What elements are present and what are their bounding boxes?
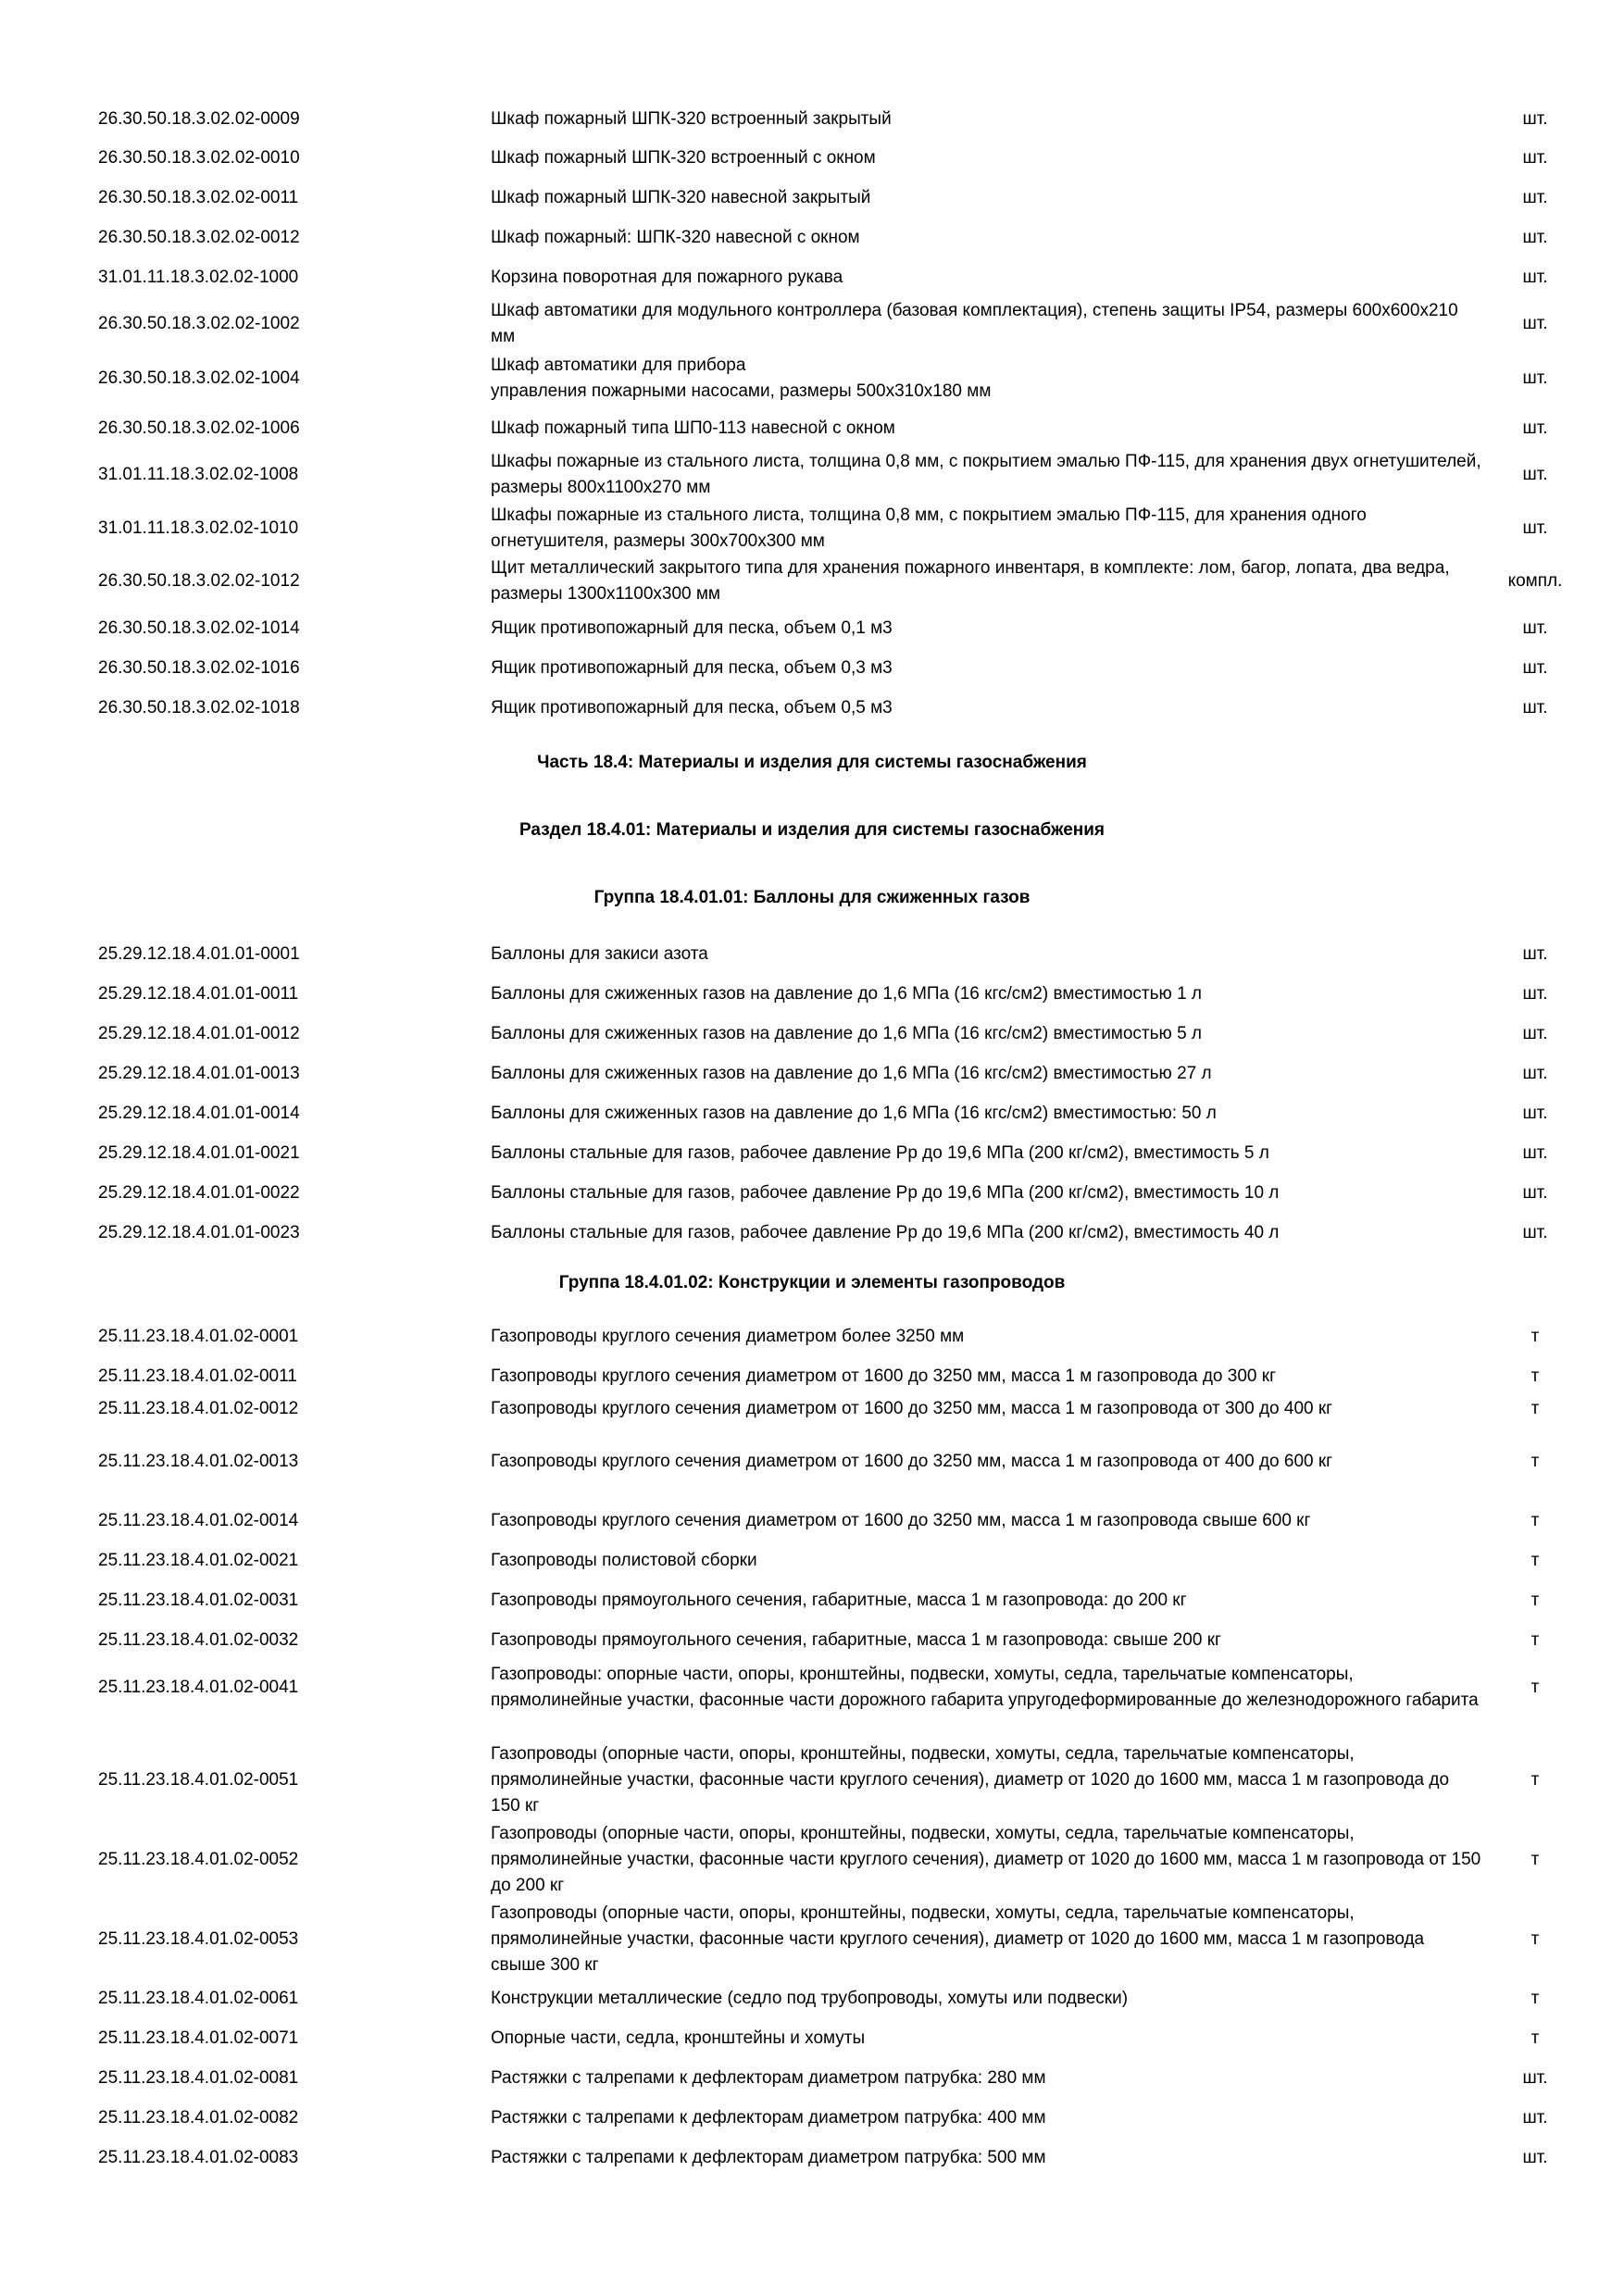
row-name: Баллоны для сжиженных газов на давление до 1,6 МПа (16 кгс/см2) вместимостью: 50 л [491, 1104, 1217, 1123]
row-unit: шт. [1522, 465, 1548, 484]
row-name: Шкафы пожарные из стального листа, толщина 0,8 мм, с покрытием эмалью ПФ-115, для хранения одного огнетушителя, размеры 300х700х300 мм [491, 505, 1367, 551]
row-name: Баллоны для сжиженных газов на давление до 1,6 МПа (16 кгс/см2) вместимостью 5 л [491, 1024, 1202, 1043]
row-unit: т [1530, 1511, 1540, 1530]
row-unit: шт. [1522, 1223, 1548, 1242]
row-name: Шкаф пожарный ШПК-320 навесной закрытый [491, 188, 871, 207]
row-name: Газопроводы (опорные части, опоры, кронштейны, подвески, хомуты, седла, тарельчатые компенсаторы, прямолинейные участки, фасонные части круглого сечения), диаметр от 1020 до 1600 мм, масса 1 м газопровода свыше 300 кг [491, 1903, 1425, 1975]
table-row [98, 1180, 1580, 1206]
row-unit: шт. [1522, 2068, 1548, 2088]
table-row [98, 1449, 1580, 1475]
row-code: 25.29.12.18.4.01.01-0001 [98, 944, 300, 964]
row-name: Баллоны для сжиженных газов на давление до 1,6 МПа (16 кгс/см2) вместимостью 1 л [491, 984, 1202, 1004]
row-code: 25.11.23.18.4.01.02-0071 [98, 2028, 299, 2048]
row-unit: шт. [1522, 698, 1548, 718]
row-name: Газопроводы прямоугольного сечения, габаритные, масса 1 м газопровода: до 200 кг [491, 1591, 1187, 1610]
row-name: Газопроводы круглого сечения диаметром более 3250 мм [491, 1327, 965, 1346]
table-row [98, 416, 1580, 442]
table-row [98, 942, 1580, 967]
table-row [98, 1548, 1580, 1574]
row-unit: т [1530, 1989, 1540, 2008]
row-code: 26.30.50.18.3.02.02-0010 [98, 148, 300, 168]
table-row [98, 106, 1580, 132]
table-row [98, 1662, 1580, 1714]
row-name: Газопроводы круглого сечения диаметром от 1600 до 3250 мм, масса 1 м газопровода до 300 кг [491, 1366, 1277, 1386]
row-unit: т [1530, 1551, 1540, 1570]
row-code: 26.30.50.18.3.02.02-1014 [98, 618, 300, 638]
table-row [98, 1396, 1580, 1422]
row-name: Газопроводы полистовой сборки [491, 1551, 757, 1570]
row-name: Конструкции металлические (седло под трубопроводы, хомуты или подвески) [491, 1989, 1129, 2008]
table-row [98, 1101, 1580, 1127]
row-name: Газопроводы (опорные части, опоры, кронштейны, подвески, хомуты, седла, тарельчатые компенсаторы, прямолинейные участки, фасонные части круглого сечения), диаметр от 1020 до 1600 мм, масса 1 м газопровода до 150 кг [491, 1744, 1450, 1816]
row-name: Растяжки с талрепами к дефлекторам диаметром патрубка: 280 мм [491, 2068, 1046, 2088]
row-unit: т [1530, 1327, 1540, 1346]
table-row [98, 1220, 1580, 1246]
row-name: Баллоны для сжиженных газов на давление до 1,6 МПа (16 кгс/см2) вместимостью 27 л [491, 1064, 1212, 1083]
row-code: 25.11.23.18.4.01.02-0021 [98, 1551, 299, 1570]
row-name: Опорные части, седла, кронштейны и хомуты [491, 2028, 866, 2048]
row-unit: шт. [1522, 658, 1548, 678]
table-row [98, 2105, 1580, 2131]
row-name: Шкафы пожарные из стального листа, толщина 0,8 мм, с покрытием эмалью ПФ-115, для хранения двух огнетушителей, размеры 800х1100х270 мм [491, 452, 1481, 497]
row-code: 25.11.23.18.4.01.02-0052 [98, 1850, 299, 1869]
row-code: 26.30.50.18.3.02.02-1018 [98, 698, 300, 718]
table-row [98, 2065, 1580, 2091]
row-name: Шкаф пожарный типа ШП0-113 навесной с окном [491, 418, 895, 438]
table-row [98, 145, 1580, 171]
row-code: 25.11.23.18.4.01.02-0014 [98, 1511, 299, 1530]
table-row [98, 695, 1580, 721]
row-code: 31.01.11.18.3.02.02-1000 [98, 268, 299, 287]
table-row [98, 1364, 1580, 1390]
row-unit: шт. [1522, 1183, 1548, 1203]
row-code: 25.11.23.18.4.01.02-0051 [98, 1770, 299, 1790]
table-row [98, 298, 1580, 350]
row-unit: т [1530, 1630, 1540, 1650]
row-code: 25.11.23.18.4.01.02-0012 [98, 1399, 299, 1418]
row-unit: шт. [1522, 518, 1548, 538]
table-row [98, 1588, 1580, 1614]
section-heading: Раздел 18.4.01: Материалы и изделия для системы газоснабжения [518, 820, 1106, 840]
row-name: Газопроводы: опорные части, опоры, кронштейны, подвески, хомуты, седла, тарельчатые компенсаторы, прямолинейные участки, фасонные части дорожного габарита упругодеформированные до железнодорожного габарита [491, 1665, 1479, 1710]
row-unit: шт. [1522, 368, 1548, 388]
row-name: Ящик противопожарный для песка, объем 0,5 м3 [491, 698, 893, 718]
row-code: 26.30.50.18.3.02.02-1016 [98, 658, 300, 678]
row-unit: шт. [1522, 109, 1548, 129]
row-code: 25.29.12.18.4.01.01-0021 [98, 1143, 300, 1163]
row-code: 25.29.12.18.4.01.01-0013 [98, 1064, 300, 1083]
table-row [98, 981, 1580, 1007]
table-row [98, 503, 1580, 555]
row-unit: шт. [1522, 944, 1548, 964]
row-code: 25.29.12.18.4.01.01-0023 [98, 1223, 300, 1242]
row-name: Баллоны стальные для газов, рабочее давление Рр до 19,6 МПа (200 кг/см2), вместимость 40 л [491, 1223, 1280, 1242]
row-code: 26.30.50.18.3.02.02-1006 [98, 418, 300, 438]
row-unit: т [1530, 1591, 1540, 1610]
table-row [98, 1821, 1580, 1899]
group-heading: Группа 18.4.01.02: Конструкции и элементы газопроводов [558, 1273, 1066, 1292]
row-code: 25.11.23.18.4.01.02-0031 [98, 1591, 299, 1610]
part-heading: Часть 18.4: Материалы и изделия для системы газоснабжения [537, 753, 1087, 772]
row-code: 25.29.12.18.4.01.01-0014 [98, 1104, 300, 1123]
table-row [98, 2145, 1580, 2171]
row-name: Растяжки с талрепами к дефлекторам диаметром патрубка: 400 мм [491, 2108, 1046, 2128]
table-row [98, 1021, 1580, 1047]
group-heading: Группа 18.4.01.01: Баллоны для сжиженных газов [593, 888, 1031, 907]
row-unit: т [1530, 2028, 1540, 2048]
row-code: 26.30.50.18.3.02.02-0012 [98, 228, 300, 247]
row-code: 25.29.12.18.4.01.01-0012 [98, 1024, 300, 1043]
row-unit: шт. [1522, 1104, 1548, 1123]
row-code: 26.30.50.18.3.02.02-0009 [98, 109, 300, 129]
table-row [98, 185, 1580, 211]
row-code: 25.11.23.18.4.01.02-0081 [98, 2068, 299, 2088]
row-code: 25.11.23.18.4.01.02-0061 [98, 1989, 299, 2008]
row-unit: т [1530, 1366, 1540, 1386]
row-name: Газопроводы прямоугольного сечения, габаритные, масса 1 м газопровода: свыше 200 кг [491, 1630, 1221, 1650]
row-unit: т [1530, 1452, 1540, 1471]
table-row [98, 1628, 1580, 1653]
row-unit: шт. [1522, 618, 1548, 638]
row-code: 25.29.12.18.4.01.01-0011 [98, 984, 299, 1004]
row-unit: шт. [1522, 418, 1548, 438]
row-name: Баллоны стальные для газов, рабочее давление Рр до 19,6 МПа (200 кг/см2), вместимость 5 л [491, 1143, 1269, 1163]
row-unit: т [1530, 1678, 1540, 1697]
row-code: 25.11.23.18.4.01.02-0082 [98, 2108, 299, 2128]
row-name: Ящик противопожарный для песка, объем 0,1 м3 [491, 618, 893, 638]
row-unit: т [1530, 1929, 1540, 1949]
row-unit: шт. [1522, 314, 1548, 333]
row-code: 25.29.12.18.4.01.01-0022 [98, 1183, 300, 1203]
row-unit: компл. [1507, 571, 1563, 591]
row-code: 25.11.23.18.4.01.02-0083 [98, 2148, 299, 2167]
table-row [98, 2026, 1580, 2052]
table-row [98, 1901, 1580, 1978]
row-code: 26.30.50.18.3.02.02-1004 [98, 368, 300, 388]
row-code: 31.01.11.18.3.02.02-1010 [98, 518, 299, 538]
row-unit: т [1530, 1399, 1540, 1418]
table-row [98, 265, 1580, 291]
table-row [98, 1324, 1580, 1350]
table-row [98, 655, 1580, 681]
row-unit: шт. [1522, 1024, 1548, 1043]
row-unit: т [1530, 1770, 1540, 1790]
row-unit: шт. [1522, 148, 1548, 168]
row-name: Шкаф пожарный: ШПК-320 навесной с окном [491, 228, 860, 247]
row-code: 25.11.23.18.4.01.02-0032 [98, 1630, 299, 1650]
row-code: 26.30.50.18.3.02.02-1012 [98, 571, 300, 591]
row-code: 31.01.11.18.3.02.02-1008 [98, 465, 299, 484]
row-name: Шкаф автоматики для прибора управления пожарными насосами, размеры 500х310х180 мм [491, 356, 992, 401]
row-code: 25.11.23.18.4.01.02-0001 [98, 1327, 299, 1346]
table-row [98, 225, 1580, 251]
row-unit: шт. [1522, 188, 1548, 207]
row-name: Шкаф пожарный ШПК-320 встроенный с окном [491, 148, 876, 168]
row-unit: шт. [1522, 2108, 1548, 2128]
row-code: 26.30.50.18.3.02.02-1002 [98, 314, 300, 333]
row-name: Газопроводы круглого сечения диаметром от 1600 до 3250 мм, масса 1 м газопровода от 400 до 600 кг [491, 1452, 1333, 1471]
table-row [98, 555, 1580, 607]
table-row [98, 449, 1580, 501]
row-name: Баллоны стальные для газов, рабочее давление Рр до 19,6 МПа (200 кг/см2), вместимость 10 л [491, 1183, 1280, 1203]
table-row [98, 1741, 1580, 1819]
row-code: 25.11.23.18.4.01.02-0053 [98, 1929, 299, 1949]
row-unit: т [1530, 1850, 1540, 1869]
table-row [98, 1061, 1580, 1087]
row-unit: шт. [1522, 228, 1548, 247]
table-row [98, 353, 1580, 405]
row-name: Газопроводы (опорные части, опоры, кронштейны, подвески, хомуты, седла, тарельчатые компенсаторы, прямолинейные участки, фасонные части круглого сечения), диаметр от 1020 до 1600 мм, масса 1 м газопровода от 150 до 200 кг [491, 1824, 1481, 1895]
row-unit: шт. [1522, 2148, 1548, 2167]
row-unit: шт. [1522, 1143, 1548, 1163]
row-code: 25.11.23.18.4.01.02-0041 [98, 1678, 299, 1697]
row-unit: шт. [1522, 268, 1548, 287]
row-name: Растяжки с талрепами к дефлекторам диаметром патрубка: 500 мм [491, 2148, 1046, 2167]
row-code: 26.30.50.18.3.02.02-0011 [98, 188, 299, 207]
table-row [98, 616, 1580, 642]
table-row [98, 1508, 1580, 1534]
row-name: Ящик противопожарный для песка, объем 0,3 м3 [491, 658, 893, 678]
row-name: Газопроводы круглого сечения диаметром от 1600 до 3250 мм, масса 1 м газопровода свыше 600 кг [491, 1511, 1311, 1530]
row-name: Шкаф автоматики для модульного контроллера (базовая комплектация), степень защиты IP54, размеры 600х600х210 мм [491, 301, 1458, 346]
row-name: Щит металлический закрытого типа для хранения пожарного инвентаря, в комплекте: лом, багор, лопата, два ведра, размеры 1300х1100х300 мм [491, 558, 1450, 604]
row-unit: шт. [1522, 1064, 1548, 1083]
row-code: 25.11.23.18.4.01.02-0013 [98, 1452, 299, 1471]
row-name: Газопроводы круглого сечения диаметром от 1600 до 3250 мм, масса 1 м газопровода от 300 до 400 кг [491, 1399, 1333, 1418]
row-code: 25.11.23.18.4.01.02-0011 [98, 1366, 297, 1386]
table-row [98, 1141, 1580, 1167]
row-unit: шт. [1522, 984, 1548, 1004]
table-row [98, 1986, 1580, 2012]
row-name: Корзина поворотная для пожарного рукава [491, 268, 843, 287]
row-name: Шкаф пожарный ШПК-320 встроенный закрытый [491, 109, 892, 129]
row-name: Баллоны для закиси азота [491, 944, 708, 964]
